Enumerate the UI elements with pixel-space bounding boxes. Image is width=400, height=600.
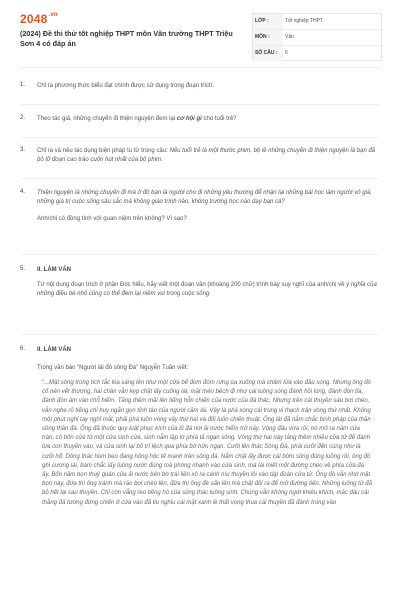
question-quote: Thiện nguyện là những chuyến đi mà ở đó bạn là người cho đi những yêu thương để nhận lại những bài học làm người vô giá, những giá trị cuộc sống sâu sắc mà không giáo trình nào, không trường học nào dạy bạn cả?	[37, 190, 372, 205]
literary-excerpt: “...Mặt sông trong tích tắc lóa sáng lên như một cửa bể đom đóm rừng ùa xuống mà châm lửa vào đầu sóng. Nhưng ông đò cố nén vết thương, hai chân vẫn kẹp chặt lấy cuống lái, mặt méo bệch đi như cái luồng sóng đánh hồi lùng, đánh đòn tỉa, đánh đòn âm vào chỗ hiểm. Tăng thêm mãi lên tiếng hỗn chiến của nước của đá thác. Nhưng trên cái thuyền sáu bơi chèo, vẫn nghe rõ tiếng chỉ huy ngắn gọn tỉnh táo của người cầm lái. Vậy là phá xong cái trùng vi thạch trận vòng thứ nhất. Không một phút nghỉ tay nghỉ mắt, phải phá luôn vòng vây thứ hai và đổi luôn chiến thuật. Ông lái đã nắm chắc binh pháp của thần sông thần đá. Ông đã thuộc quy luật phục kích của lũ đá nơi ải nước hiểm trở này. Vòng đầu vừa rồi, nó mở ra năm cửa trận, có bốn cửa tử một cửa sinh cửa, sinh nằm lập lờ phía tả ngạn sông. Vòng thứ hai này tăng thêm nhiều cửa tử để đánh lừa con thuyền vào, và cửa sinh lại bố trí lệch qua phía bờ hữu ngạn. Cưỡi lên thác Sông Đà, phải cưỡi đến cùng như là cưỡi hổ. Dòng thác hùm beo đang hồng hộc tế mạnh trên sông đá. Nắm chặt lấy được cái bờm sóng đúng luồng rồi, ông đò ghì cương lái, bám chắc lấy luồng nước đúng mà phóng nhanh vào cửa sinh, mà lái miết một đường chéo về phía cửa đá ấy. Bốn năm bọn thuỷ quân cửa ải nước bên bờ trái liền xô ra cánh níu thuyền lôi vào tập đoàn cửa tử. Ông đò vẫn nhớ mặt bọn này, đứa thì ông tránh mà rảo bơi chèo lên, đứa thì ông đè sấn lên mà chặt đôi ra để mở đường tiến. Những luồng tử đã bỏ hết lại sau thuyền. Chỉ còn vẳng reo tiếng hò của sóng thác luồng sinh. Chúng vẫn không ngớt khiêu khích, mặc dầu cái thằng đá tướng đứng chiến ở cửa vào đã tiu nghỉu cái mặt xanh lè thất vọng thua cái thuyền đã đánh trúng vào	[42, 380, 372, 506]
question-text-part: cho tuổi trẻ?	[201, 116, 237, 122]
logo-domain: .vn	[48, 12, 58, 18]
question-number: 1.	[20, 82, 26, 88]
meta-subject-value: Văn	[285, 34, 294, 40]
question-quote: Nếu tuổi trẻ là một thước phim, bộ lề những chuyến đi thiện nguyện là bạn đã bỏ lỡ đoạn cao trào cuốn hút nhất của bộ phim.	[37, 148, 376, 163]
header	[0, 0, 400, 68]
meta-row-class	[253, 14, 381, 30]
meta-subject-label: MÔN :	[253, 30, 283, 45]
question-text-part: Theo tác giả, những chuyến đi thiện nguyện đem lại	[37, 116, 177, 122]
logo-text: 2048	[20, 12, 48, 26]
question-divider	[20, 334, 380, 335]
question-text	[37, 346, 377, 508]
question-number: 6.	[20, 346, 26, 352]
question-text	[37, 189, 377, 224]
question-divider	[20, 137, 380, 138]
question-number: 2.	[20, 115, 26, 121]
meta-class-label: LỚP :	[253, 14, 283, 29]
meta-row-count	[253, 46, 381, 61]
question-divider	[20, 254, 380, 255]
section-heading: II. LÀM VĂN	[37, 267, 71, 273]
meta-row-subject	[253, 30, 381, 46]
site-logo[interactable]	[20, 12, 58, 26]
question-emphasis: ý nghĩa của những điều bé nhỏ cũng có thể đem lại niềm vui trong cuộc sống.	[37, 282, 377, 297]
question-emphasis: cơ hội gì	[176, 116, 202, 122]
meta-count-label: SỐ CÂU :	[253, 46, 283, 61]
exam-meta-box	[252, 13, 382, 61]
header-divider	[20, 67, 380, 68]
question-prompt: Anh/chị có đồng tình với quan niệm trên không? Vì sao?	[37, 216, 187, 222]
question-number: 5.	[20, 266, 26, 272]
question-number: 4.	[20, 189, 26, 195]
question-divider	[20, 104, 380, 105]
question-text-part: Chỉ ra và nêu tác dụng biện pháp tu từ trong câu:	[37, 148, 170, 154]
question-text: Chỉ ra phương thức biểu đạt chính được sử dụng trong đoạn trích.	[37, 83, 215, 89]
question-text-part: Từ nội dung đoạn trích ở phần Đọc hiểu, hãy viết một đoạn văn (khoảng 200 chữ) trình bày suy nghĩ của anh/chị về	[37, 282, 347, 288]
question-divider	[20, 178, 380, 179]
question-text	[37, 266, 377, 299]
question-text	[37, 115, 377, 124]
question-text	[37, 147, 377, 165]
question-number: 3.	[20, 147, 26, 153]
page-title: (2024) Đề thi thử tốt nghiệp THPT môn Văn trường THPT Triệu Sơn 4 có đáp án	[20, 29, 233, 48]
meta-class-value: Tốt nghiệp THPT	[285, 18, 323, 24]
section-heading: II. LÀM VĂN	[37, 347, 71, 353]
question-intro: Trong văn bản “Người lái đò sông Đà” Nguyễn Tuân viết:	[37, 365, 189, 371]
question-prompt	[37, 281, 377, 299]
meta-count-value: 6	[285, 50, 288, 56]
